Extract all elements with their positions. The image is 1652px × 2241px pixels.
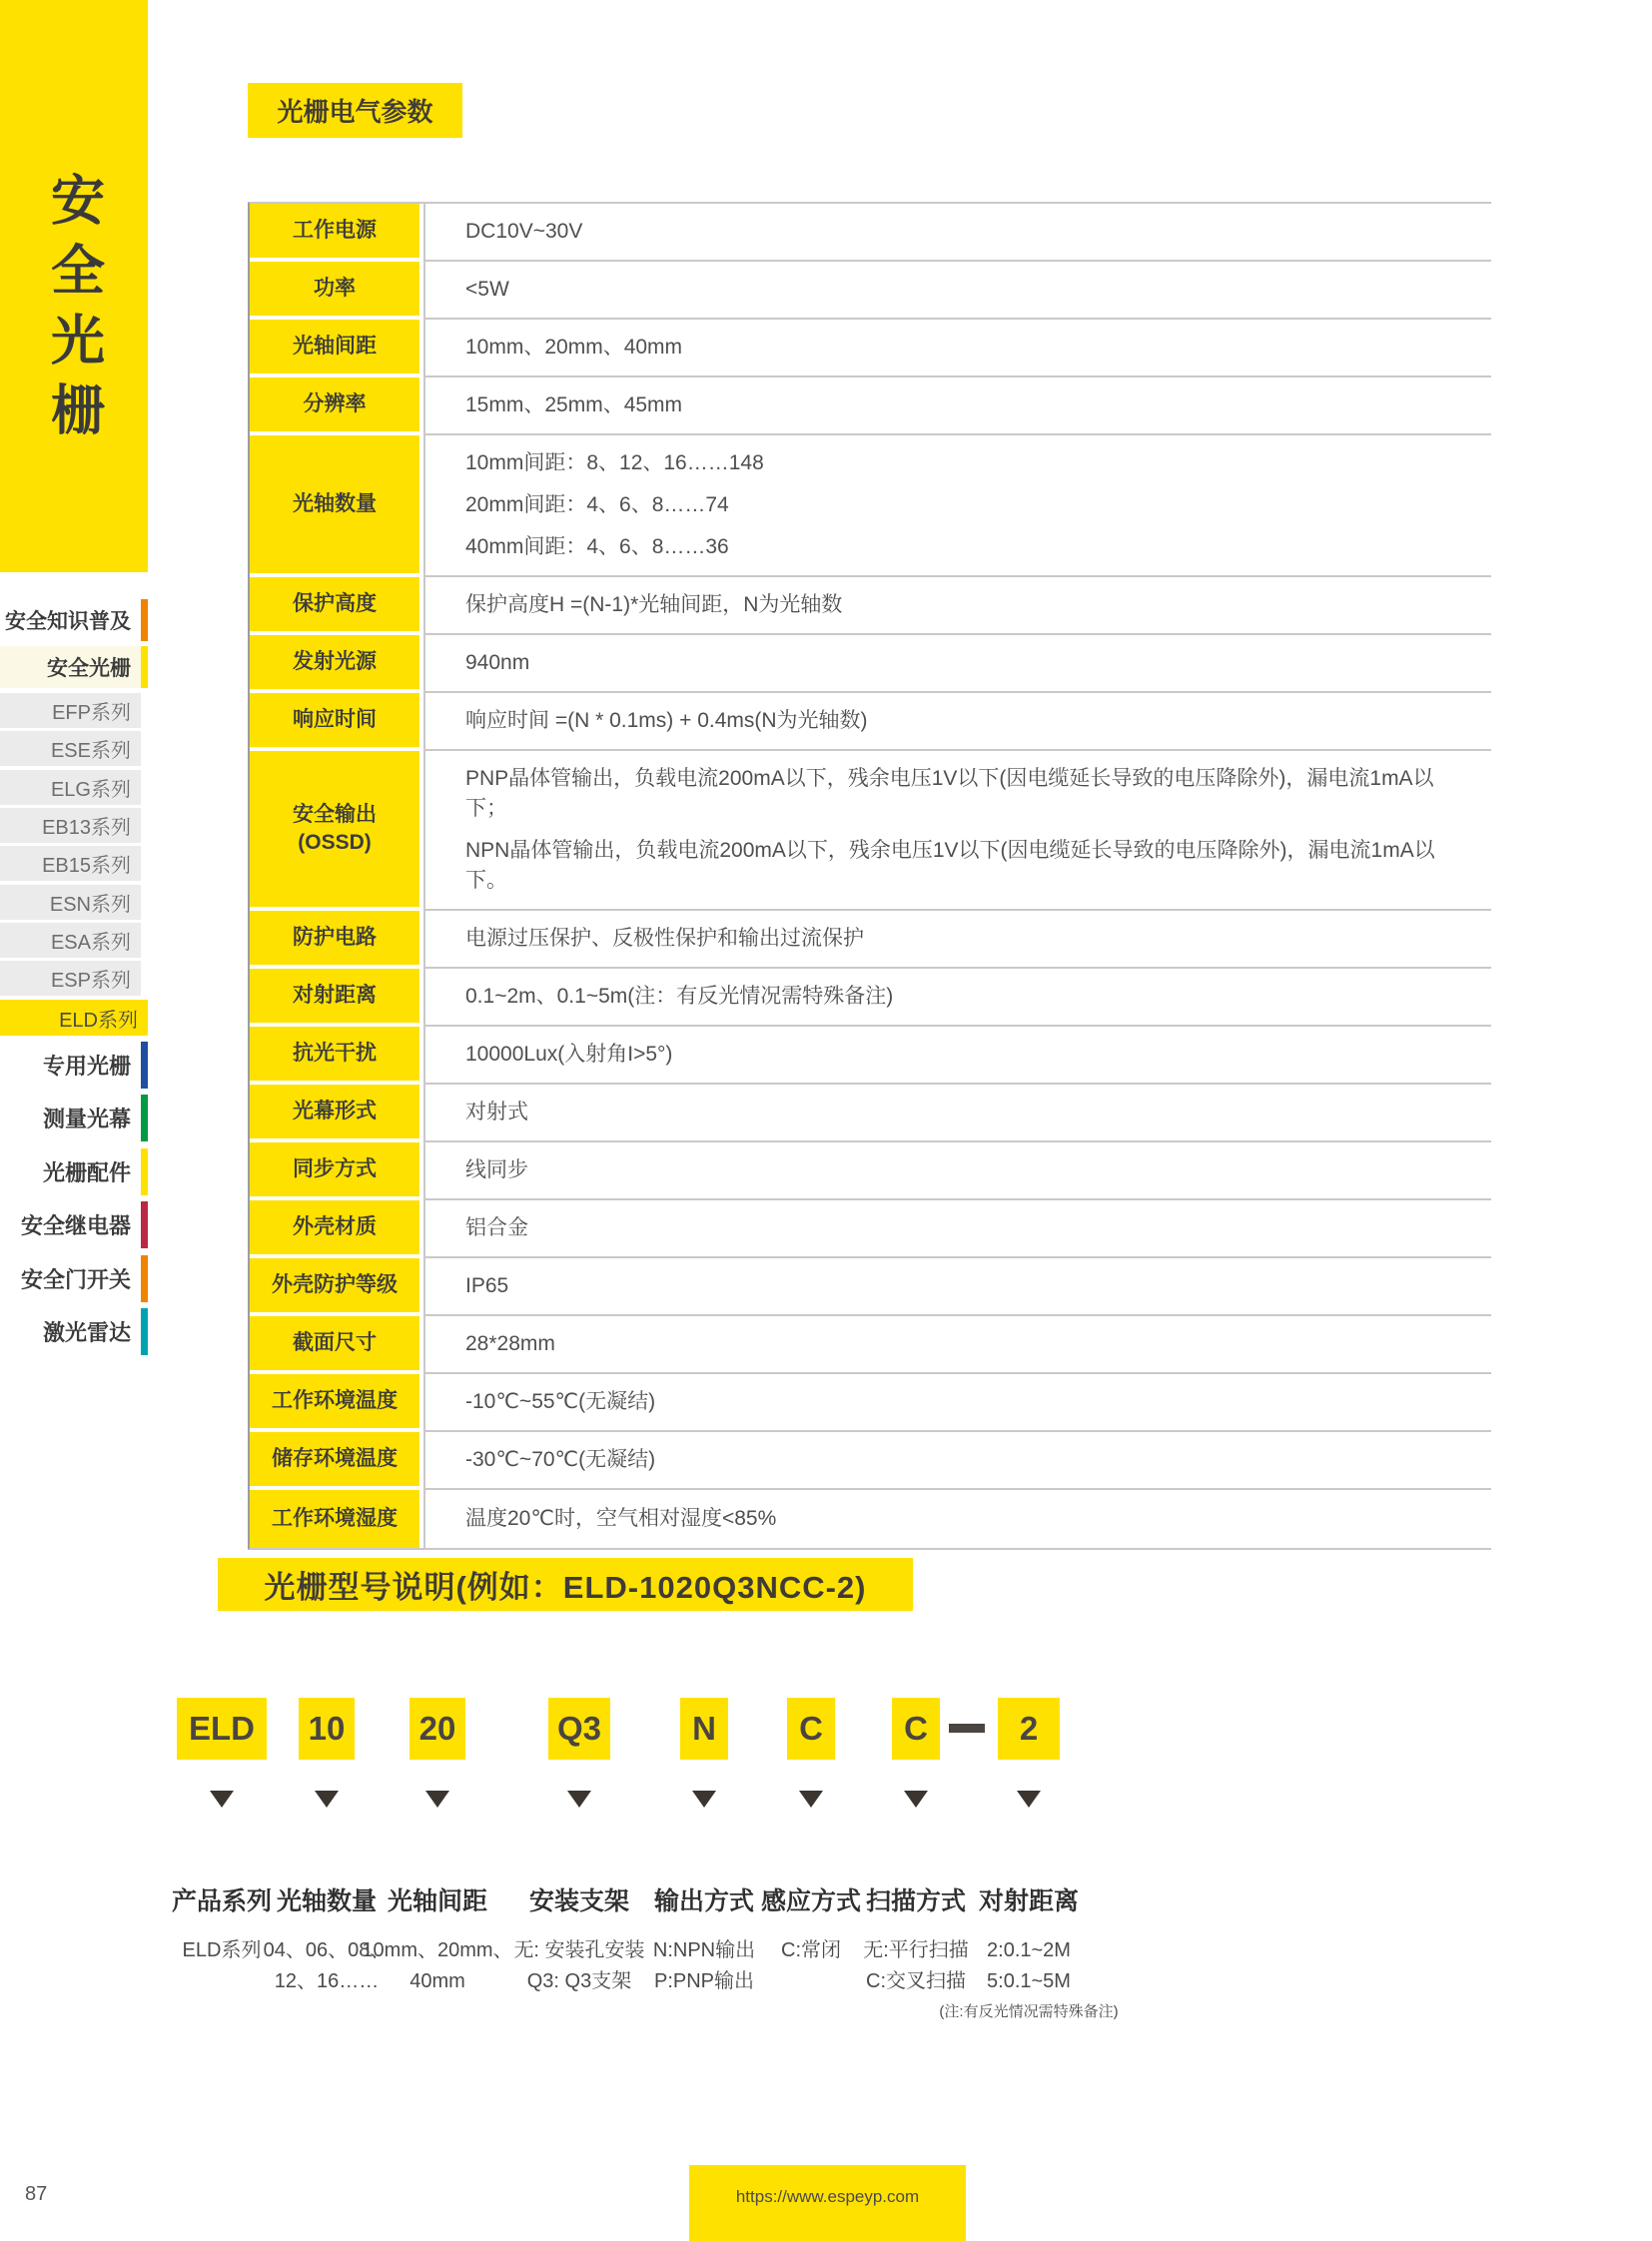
spec-row <box>250 204 1491 262</box>
sidebar-item-光栅配件[interactable] <box>0 1148 148 1195</box>
sidebar-item-label: ESA系列 <box>50 932 131 954</box>
spec-value: 28*28mm <box>423 1316 1491 1374</box>
spec-value: 保护高度H =(N-1)*光轴间距，N为光轴数 <box>423 577 1491 635</box>
sidebar-accent-bar <box>141 646 148 688</box>
spec-row <box>250 1258 1491 1316</box>
triangle-down-icon <box>210 1791 234 1808</box>
spec-row <box>250 911 1491 969</box>
sidebar-item-EB13系列[interactable] <box>0 808 148 843</box>
sidebar-accent-bar <box>141 1255 148 1302</box>
spec-row <box>250 751 1491 911</box>
section-title-text: 光栅型号说明(例如：ELD-1020Q3NCC-2) <box>264 1570 867 1605</box>
sidebar-item-label: ELD系列 <box>59 1009 138 1032</box>
sidebar-banner-title: 安全光栅 <box>43 172 104 451</box>
spec-row <box>250 635 1491 693</box>
sidebar-item-专用光栅[interactable] <box>0 1042 148 1089</box>
spec-value: 对射式 <box>423 1085 1491 1142</box>
sidebar-item-ESP系列[interactable] <box>0 961 148 996</box>
sidebar-accent-bar <box>141 1042 148 1089</box>
sidebar-item-label: EFP系列 <box>52 702 131 724</box>
triangle-down-icon <box>799 1791 823 1808</box>
sidebar-item-label: ELG系列 <box>50 779 131 801</box>
model-column-label: 安装支架 <box>528 1887 629 1915</box>
model-column-label: 感应方式 <box>760 1887 861 1915</box>
model-code-box: ELD <box>177 1698 267 1760</box>
spec-label: 分辨率 <box>250 377 419 435</box>
sidebar-item-测量光幕[interactable] <box>0 1095 148 1141</box>
spec-value: 铝合金 <box>423 1200 1491 1258</box>
triangle-down-icon <box>315 1791 339 1808</box>
footer-url-text[interactable]: https://www.espeyp.com <box>735 2187 920 2206</box>
spec-label: 截面尺寸 <box>250 1316 419 1374</box>
spec-value: DC10V~30V <box>423 204 1491 262</box>
model-code-box: C <box>787 1698 835 1760</box>
model-column-desc: ELD系列 <box>182 1939 262 1961</box>
sidebar-item-label: 激光雷达 <box>42 1320 131 1345</box>
model-code-box: 20 <box>410 1698 465 1760</box>
sidebar-item-label: 光栅配件 <box>42 1160 131 1185</box>
spec-label: 功率 <box>250 262 419 320</box>
spec-row <box>250 1027 1491 1085</box>
spec-value: <5W <box>423 262 1491 320</box>
spec-label: 工作电源 <box>250 204 419 262</box>
spec-row <box>250 1374 1491 1432</box>
sidebar-item-EFP系列[interactable] <box>0 693 148 728</box>
sidebar-item-label: 安全光栅 <box>47 657 131 680</box>
spec-value: 线同步 <box>423 1142 1491 1200</box>
sidebar-item-label: ESP系列 <box>50 970 131 992</box>
spec-row <box>250 320 1491 377</box>
spec-row <box>250 377 1491 435</box>
spec-row <box>250 262 1491 320</box>
sidebar-item-激光雷达[interactable] <box>0 1308 148 1355</box>
model-column-desc: 04、06、08、 12、16…… <box>263 1939 391 1992</box>
spec-value: 15mm、25mm、45mm <box>423 377 1491 435</box>
model-column-label: 产品系列 <box>171 1887 272 1915</box>
footer-url-box[interactable] <box>689 2165 966 2241</box>
spec-value: 响应时间 =(N * 0.1ms) + 0.4ms(N为光轴数) <box>423 693 1491 751</box>
model-column-label: 对射距离 <box>978 1887 1079 1915</box>
sidebar-accent-bar <box>141 1148 148 1195</box>
model-column-desc: 10mm、20mm、 40mm <box>362 1939 513 1992</box>
sidebar-item-label: 专用光栅 <box>42 1054 131 1079</box>
spec-value: 0.1~2m、0.1~5m(注：有反光情况需特殊备注) <box>423 969 1491 1027</box>
spec-label: 安全输出 (OSSD) <box>250 751 419 911</box>
model-column-desc: 2:0.1~2M 5:0.1~5M <box>987 1939 1071 1992</box>
spec-label: 外壳材质 <box>250 1200 419 1258</box>
triangle-down-icon <box>692 1791 716 1808</box>
spec-label: 光轴间距 <box>250 320 419 377</box>
spec-value: 940nm <box>423 635 1491 693</box>
spec-label: 发射光源 <box>250 635 419 693</box>
spec-label: 同步方式 <box>250 1142 419 1200</box>
sidebar-item-ESE系列[interactable] <box>0 731 148 766</box>
model-column-label: 扫描方式 <box>865 1887 966 1915</box>
model-column <box>919 1881 1139 2021</box>
model-column-label: 输出方式 <box>653 1887 754 1915</box>
sidebar-item-label: 安全门开关 <box>20 1267 131 1292</box>
spec-value: -10℃~55℃(无凝结) <box>423 1374 1491 1432</box>
spec-label: 光轴数量 <box>250 435 419 577</box>
sidebar-item-EB15系列[interactable] <box>0 846 148 881</box>
section-title-text: 光栅电气参数 <box>277 97 433 127</box>
spec-label: 工作环境湿度 <box>250 1490 419 1548</box>
model-code-box: C <box>892 1698 940 1760</box>
section-title-electrical-params <box>248 83 462 138</box>
spec-value: 10mm间距：8、12、16……148 20mm间距：4、6、8……74 40mm间距：4、6、8……36 <box>423 435 1491 577</box>
model-column-label: 光轴间距 <box>387 1887 487 1915</box>
spec-label: 响应时间 <box>250 693 419 751</box>
spec-value: 10000Lux(入射角I>5°) <box>423 1027 1491 1085</box>
model-column-desc: 无:平行扫描 C:交叉扫描 <box>863 1939 969 1992</box>
sidebar-accent-bar <box>141 1308 148 1355</box>
spec-row <box>250 1432 1491 1490</box>
spec-row <box>250 1200 1491 1258</box>
sidebar-item-安全知识普及[interactable] <box>0 599 148 641</box>
spec-label: 储存环境温度 <box>250 1432 419 1490</box>
spec-table <box>248 202 1491 1550</box>
model-column-desc: 无: 安装孔安装 Q3: Q3支架 <box>513 1939 645 1992</box>
sidebar-item-ESN系列[interactable] <box>0 885 148 920</box>
triangle-down-icon <box>1017 1791 1041 1808</box>
spec-row <box>250 435 1491 577</box>
model-dash-separator-icon <box>949 1724 985 1733</box>
spec-label: 外壳防护等级 <box>250 1258 419 1316</box>
sidebar-banner <box>0 0 148 572</box>
sidebar-item-ELG系列[interactable] <box>0 770 148 805</box>
triangle-down-icon <box>904 1791 928 1808</box>
spec-label: 防护电路 <box>250 911 419 969</box>
sidebar-item-label: 安全继电器 <box>20 1213 131 1238</box>
spec-value: PNP晶体管输出，负载电流200mA以下，残余电压1V以下(因电缆延长导致的电压降除外)，漏电流1mA以下； NPN晶体管输出，负载电流200mA以下，残余电压1V以下(因电缆延长导致的电压降除外)，漏电流1mA以下。 <box>423 751 1491 911</box>
sidebar-item-安全继电器[interactable] <box>0 1201 148 1248</box>
sidebar-accent-bar <box>141 1095 148 1141</box>
section-title-model-explanation <box>218 1558 913 1611</box>
sidebar <box>0 0 148 2241</box>
sidebar-item-安全光栅[interactable] <box>0 646 148 688</box>
sidebar-item-ESA系列[interactable] <box>0 923 148 958</box>
sidebar-item-label: EB15系列 <box>42 855 131 877</box>
spec-row <box>250 577 1491 635</box>
spec-row <box>250 693 1491 751</box>
triangle-down-icon <box>425 1791 449 1808</box>
model-column-desc: C:常闭 <box>781 1939 841 1961</box>
triangle-down-icon <box>567 1791 591 1808</box>
spec-label: 保护高度 <box>250 577 419 635</box>
sidebar-accent-bar <box>141 599 148 641</box>
spec-value: 电源过压保护、反极性保护和输出过流保护 <box>423 911 1491 969</box>
model-column-desc: N:NPN输出 P:PNP输出 <box>652 1939 756 1992</box>
model-code-box: 2 <box>998 1698 1060 1760</box>
spec-row <box>250 1490 1491 1548</box>
spec-label: 抗光干扰 <box>250 1027 419 1085</box>
spec-value: 温度20℃时，空气相对湿度<85% <box>423 1490 1491 1548</box>
sidebar-item-label: 安全知识普及 <box>5 610 131 633</box>
model-column-note: (注:有反光情况需特殊备注) <box>939 2003 1119 2020</box>
spec-value: -30℃~70℃(无凝结) <box>423 1432 1491 1490</box>
spec-label: 工作环境温度 <box>250 1374 419 1432</box>
sidebar-accent-bar <box>141 1201 148 1248</box>
sidebar-item-label: ESE系列 <box>50 740 131 762</box>
sidebar-item-label: EB13系列 <box>42 817 131 839</box>
footer-page-number: 87 <box>25 2183 48 2205</box>
model-code-box: 10 <box>299 1698 355 1760</box>
spec-row <box>250 1316 1491 1374</box>
spec-row <box>250 969 1491 1027</box>
spec-label: 对射距离 <box>250 969 419 1027</box>
sidebar-item-label: 测量光幕 <box>42 1107 131 1131</box>
spec-label: 光幕形式 <box>250 1085 419 1142</box>
sidebar-item-安全门开关[interactable] <box>0 1255 148 1302</box>
spec-row <box>250 1142 1491 1200</box>
spec-value: IP65 <box>423 1258 1491 1316</box>
sidebar-item-label: ESN系列 <box>49 894 131 916</box>
sidebar-item-ELD系列[interactable] <box>0 1000 148 1036</box>
spec-row <box>250 1085 1491 1142</box>
spec-value: 10mm、20mm、40mm <box>423 320 1491 377</box>
model-code-box: N <box>680 1698 728 1760</box>
model-column-label: 光轴数量 <box>276 1887 377 1915</box>
model-code-box: Q3 <box>548 1698 610 1760</box>
